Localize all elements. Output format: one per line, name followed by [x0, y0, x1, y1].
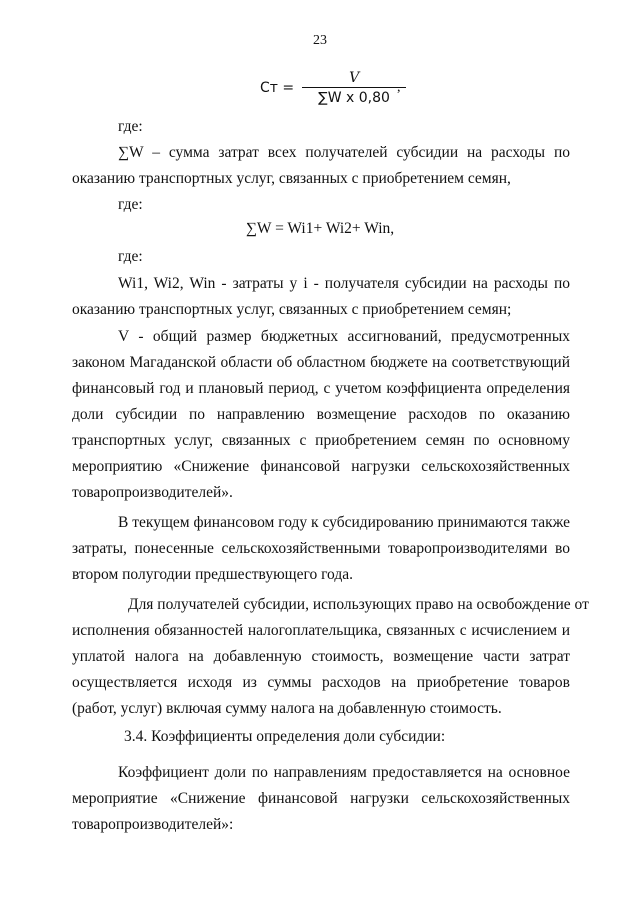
wi-definition-line: оказанию транспортных услуг, связанных с приобретением семян;	[72, 301, 512, 318]
where-label: где:	[118, 248, 143, 265]
wi-definition-line: Wi1, Wi2, Win - затраты у i - получателя субсидии на расходы по	[118, 275, 570, 292]
sum-w-definition-line: ∑W – сумма затрат всех получателей субсидии на расходы по	[118, 144, 570, 161]
page-number: 23	[313, 33, 327, 48]
v-definition-line: доли субсидии по направлению возмещение расходов по оказанию	[72, 406, 570, 423]
v-definition-line: V - общий размер бюджетных ассигнований, предусмотренных	[118, 328, 570, 345]
coefficient-paragraph-line: мероприятие «Снижение финансовой нагрузки сельскохозяйственных	[72, 790, 570, 807]
section-heading: 3.4. Коэффициенты определения доли субсидии:	[124, 728, 446, 745]
formula-numerator: V	[302, 70, 406, 88]
sum-w-formula: ∑W = Wi1+ Wi2+ Win,	[245, 220, 395, 237]
vat-paragraph-line: исполнения обязанностей налогоплательщика, связанных с исчислением и	[72, 622, 570, 639]
sum-w-definition-line: оказанию транспортных услуг, связанных с приобретением семян,	[72, 170, 511, 187]
vat-paragraph-line: Для получателей субсидии, использующих право на освобождение от	[128, 596, 589, 613]
coefficient-paragraph-line: товаропроизводителей»:	[72, 816, 234, 833]
current-year-paragraph-line: втором полугодии предшествующего года.	[72, 566, 353, 583]
v-definition-line: транспортных услуг, связанных с приобретением семян по основному	[72, 432, 570, 449]
v-definition-line: законом Магаданской области об областном бюджете на соответствующий	[72, 354, 570, 371]
v-definition-line: товаропроизводителей».	[72, 484, 233, 501]
v-definition-line: финансовый год и плановый период, с учетом коэффициента определения	[72, 380, 570, 397]
formula-fraction	[302, 70, 406, 106]
formula-lhs: Ст =	[260, 80, 295, 96]
vat-paragraph-line: (работ, услуг) включая сумму налога на добавленную стоимость.	[72, 700, 502, 717]
vat-paragraph-line: уплатой налога на добавленную стоимость, возмещение части затрат	[72, 648, 570, 665]
current-year-paragraph-line: В текущем финансовом году к субсидированию принимаются также	[118, 514, 570, 531]
coefficient-paragraph-line: Коэффициент доли по направлениям предоставляется на основное	[118, 764, 570, 781]
formula-trailing-comma: ,	[397, 80, 401, 95]
where-label: где:	[118, 118, 143, 135]
current-year-paragraph-line: затраты, понесенные сельскохозяйственными товаропроизводителями во	[72, 540, 570, 557]
subsidy-coefficient-formula	[260, 66, 406, 110]
formula-denominator: ∑W х 0,80	[318, 90, 390, 106]
vat-paragraph-line: осуществляется исходя из суммы расходов на приобретение товаров	[72, 674, 570, 691]
v-definition-line: мероприятию «Снижение финансовой нагрузки сельскохозяйственных	[72, 458, 570, 475]
where-label: где:	[118, 196, 143, 213]
